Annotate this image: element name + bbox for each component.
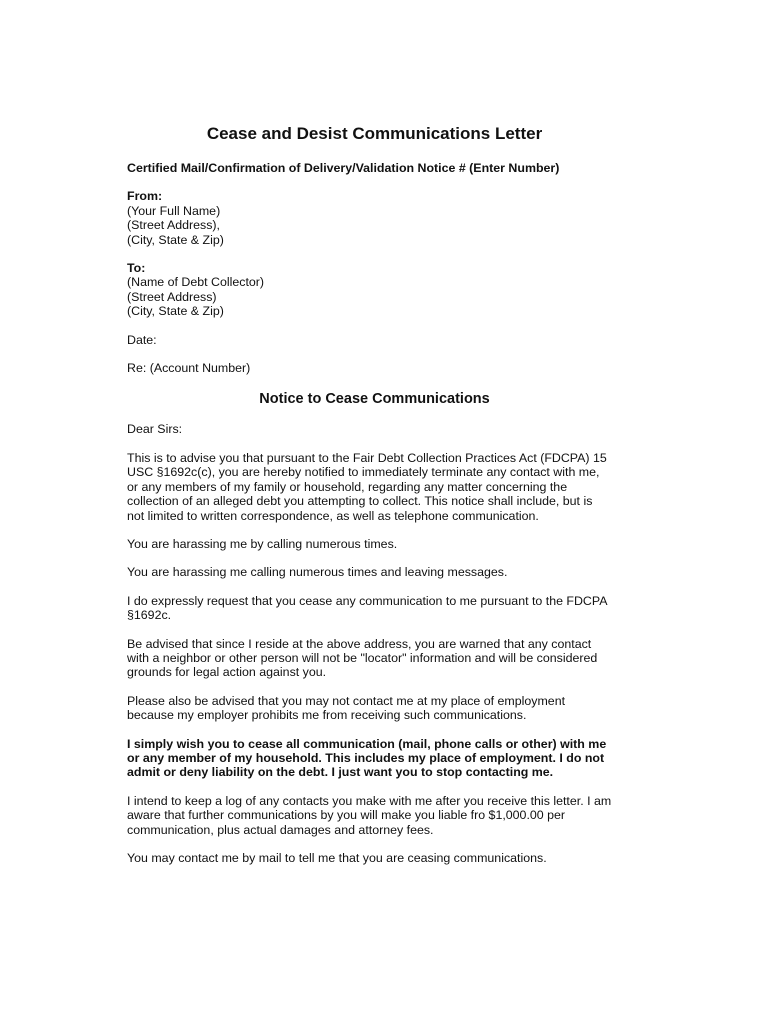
to-block bbox=[127, 261, 620, 319]
paragraph-line: Be advised that since I reside at the above address, you are warned that any contact bbox=[127, 636, 592, 651]
paragraph-harassing-calls: You are harassing me by calling numerous times. bbox=[127, 536, 398, 551]
paragraph-fdcpa-notice bbox=[127, 451, 623, 523]
certified-mail-line: Certified Mail/Confirmation of Delivery/Validation Notice # (Enter Number) bbox=[127, 161, 560, 175]
to-line: (Name of Debt Collector) bbox=[127, 275, 265, 290]
paragraph-line: admit or deny liability on the debt. I just want you to stop contacting me. bbox=[127, 765, 554, 780]
paragraph-harassing-messages: You are harassing me calling numerous times and leaving messages. bbox=[127, 565, 508, 580]
paragraph-line: or any members of my family or household, regarding any matter concerning the bbox=[127, 479, 568, 494]
paragraph-line: aware that further communications by you will make you liable fro $1,000.00 per bbox=[127, 808, 566, 823]
from-line: (Your Full Name) bbox=[127, 203, 221, 218]
paragraph-line: not limited to written correspondence, as well as telephone communication. bbox=[127, 508, 539, 523]
paragraph-contact-log bbox=[127, 794, 623, 837]
from-label: From: bbox=[127, 189, 163, 204]
paragraph-line: I simply wish you to cease all communication (mail, phone calls or other) with me bbox=[127, 736, 607, 751]
paragraph-employment bbox=[127, 694, 623, 723]
re-line: Re: (Account Number) bbox=[127, 361, 251, 376]
paragraph-line: communication, plus actual damages and attorney fees. bbox=[127, 822, 434, 837]
paragraph-line: §1692c. bbox=[127, 608, 172, 623]
salutation: Dear Sirs: bbox=[127, 422, 183, 437]
paragraph-line: with a neighbor or other person will not be "locator" information and will be considered bbox=[127, 650, 598, 665]
from-line: (Street Address), bbox=[127, 218, 220, 233]
notice-subtitle: Notice to Cease Communications bbox=[259, 391, 490, 408]
to-label: To: bbox=[127, 261, 146, 276]
paragraph-cease-all-bold bbox=[127, 737, 623, 780]
page-title: Cease and Desist Communications Letter bbox=[206, 124, 543, 143]
paragraph-line: USC §1692c(c), you are hereby notified to immediately terminate any contact with me, bbox=[127, 465, 600, 480]
paragraph-locator-warning bbox=[127, 637, 623, 680]
paragraph-contact-by-mail: You may contact me by mail to tell me that you are ceasing communications. bbox=[127, 851, 547, 865]
paragraph-line: grounds for legal action against you. bbox=[127, 665, 327, 680]
date-line: Date: bbox=[127, 332, 157, 347]
paragraph-cease-request bbox=[127, 594, 623, 623]
paragraph-line: I intend to keep a log of any contacts you make with me after you receive this letter. I am bbox=[127, 793, 612, 808]
from-block bbox=[127, 189, 620, 247]
to-line: (City, State & Zip) bbox=[127, 304, 224, 319]
paragraph-line: or any member of my household. This includes my place of employment. I do not bbox=[127, 750, 605, 765]
paragraph-line: I do expressly request that you cease any communication to me pursuant to the FDCPA bbox=[127, 593, 608, 608]
paragraph-line: Please also be advised that you may not contact me at my place of employment bbox=[127, 693, 566, 708]
paragraph-line: because my employer prohibits me from receiving such communications. bbox=[127, 708, 527, 723]
to-line: (Street Address) bbox=[127, 289, 217, 304]
from-line: (City, State & Zip) bbox=[127, 232, 224, 247]
paragraph-line: collection of an alleged debt you attempting to collect. This notice shall include, but is bbox=[127, 494, 593, 509]
paragraph-line: This is to advise you that pursuant to the Fair Debt Collection Practices Act (FDCPA) 15 bbox=[127, 450, 607, 465]
